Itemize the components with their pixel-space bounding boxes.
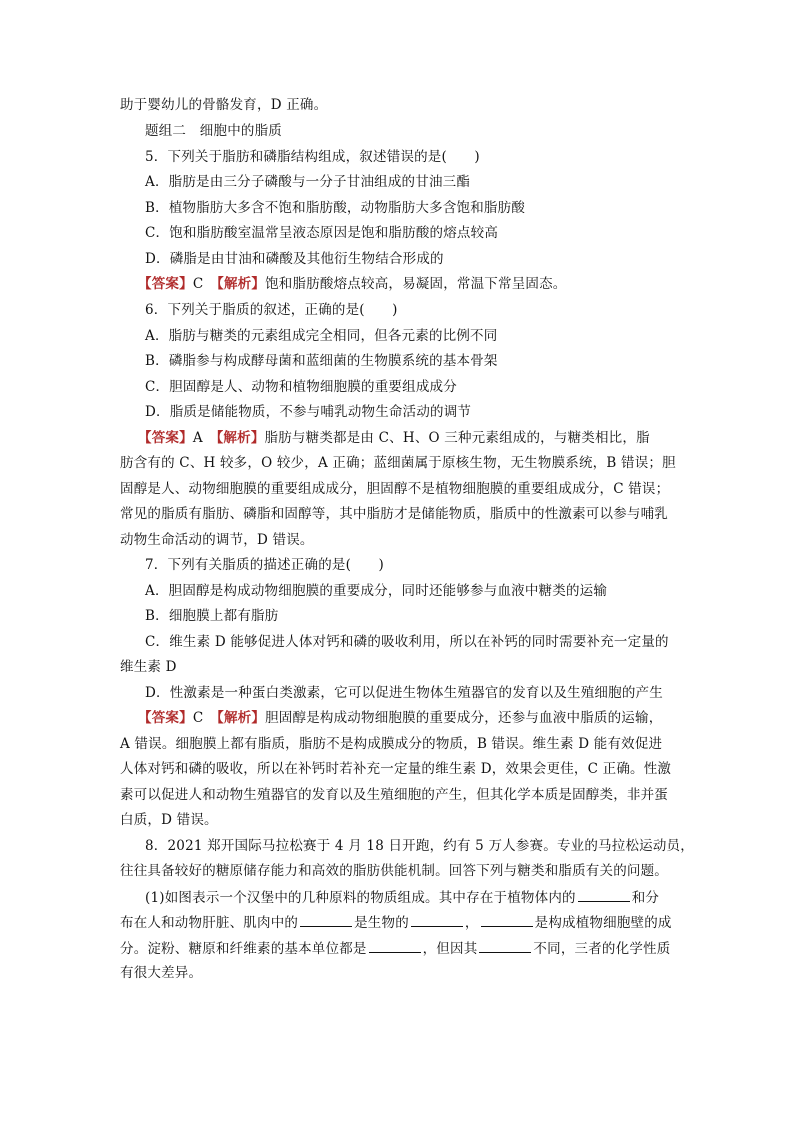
question-5-answer xyxy=(138,275,698,293)
text-line: 人体对钙和磷的吸收，所以在补钙时若补充一定量的维生素 D，效果会更佳，C 正确。性激 xyxy=(120,761,672,777)
text-line: A 错误。细胞膜上都有脂质，脂肪不是构成膜成分的物质，B 错误。维生素 D 能有效促进 xyxy=(120,736,663,752)
question-8-part-1 xyxy=(145,888,705,907)
question-6-option-b: B．磷脂参与构成酵母菌和蓝细菌的生物膜系统的基本骨架 xyxy=(145,353,498,369)
question-7-stem: 7．下列有关脂质的描述正确的是( ) xyxy=(145,557,384,573)
text-line: 固醇是人、动物细胞膜的重要组成成分，胆固醇不是植物细胞膜的重要组成成分，C 错误； xyxy=(120,481,670,497)
question-5-option-d: D．磷脂是由甘油和磷酸及其他衍生物结合形成的 xyxy=(145,251,444,267)
answer-tag: 【答案】 xyxy=(138,430,193,446)
explanation-tag: 【解析】 xyxy=(217,276,266,292)
section-heading: 题组二 细胞中的脂质 xyxy=(145,123,282,139)
answer-tag: 【答案】 xyxy=(138,710,193,726)
fill-in-blank[interactable] xyxy=(369,939,421,953)
question-7-option-d: D．性激素是一种蛋白类激素，它可以促进生物体生殖器官的发育以及生殖细胞的产生 xyxy=(145,685,663,701)
fill-in-blank[interactable] xyxy=(479,939,531,953)
question-7-answer xyxy=(138,709,698,727)
answer-value: A xyxy=(192,430,217,446)
question-6-option-d: D．脂质是储能物质，不参与哺乳动物生命活动的调节 xyxy=(145,404,472,420)
text-line: 维生素 D xyxy=(120,659,177,675)
question-5-option-b: B．植物脂肪大多含不饱和脂肪酸，动物脂肪大多含饱和脂肪酸 xyxy=(145,200,526,216)
text-line xyxy=(120,939,680,958)
question-8-stem: 8．2021 郑开国际马拉松赛于 4 月 18 日开跑，约有 5 万人参赛。专业的马拉松运动员， xyxy=(145,838,694,854)
fill-in-blank[interactable] xyxy=(300,913,352,927)
fill-in-blank[interactable] xyxy=(578,888,630,902)
text-segment: 是构成植物细胞壁的成 xyxy=(534,915,672,931)
text-segment: 分。淀粉、糖原和纤维素的基本单位都是 xyxy=(120,941,367,957)
text-segment: 不同，三者的化学性质 xyxy=(533,941,671,957)
question-6-option-a: A．脂肪与糖类的元素组成完全相同，但各元素的比例不同 xyxy=(145,328,498,344)
explanation-text: 饱和脂肪酸熔点较高，易凝固，常温下常呈固态。 xyxy=(265,276,567,292)
text-line: 素可以促进人和动物生殖器官的发育以及生殖细胞的产生，但其化学本质是固醇类，非并蛋 xyxy=(120,787,668,803)
text-line: 往往具备较好的糖原储存能力和高效的脂肪供能机制。回答下列与糖类和脂质有关的问题。 xyxy=(120,863,668,879)
text-line: 助于婴幼儿的骨骼发育，D 正确。 xyxy=(120,97,328,113)
text-segment: (1)如图表示一个汉堡中的几种原料的物质组成。其中存在于植物体内的 xyxy=(145,890,576,906)
question-6-stem: 6．下列关于脂质的叙述，正确的是( ) xyxy=(145,302,398,318)
explanation-tag: 【解析】 xyxy=(217,710,266,726)
fill-in-blank[interactable] xyxy=(411,913,463,927)
question-5-option-c: C．饱和脂肪酸室温常呈液态原因是饱和脂肪酸的熔点较高 xyxy=(145,225,499,241)
explanation-tag: 【解析】 xyxy=(216,430,265,446)
question-6-answer xyxy=(138,429,698,447)
question-6-option-c: C．胆固醇是人、动物和植物细胞膜的重要组成成分 xyxy=(145,379,457,395)
explanation-text: 胆固醇是构成动物细胞膜的重要成分，还参与血液中脂质的运输， xyxy=(265,710,663,726)
text-line: 动物生命活动的调节，D 错误。 xyxy=(120,532,314,548)
answer-value: C xyxy=(192,276,218,292)
question-5-option-a: A．脂肪是由三分子磷酸与一分子甘油组成的甘油三酯 xyxy=(145,174,471,190)
question-7-option-c: C．维生素 D 能够促进人体对钙和磷的吸收利用，所以在补钙的同时需要补充一定量的 xyxy=(145,634,669,650)
text-segment: 和分 xyxy=(631,890,660,906)
question-7-option-b: B．细胞膜上都有脂肪 xyxy=(145,608,279,624)
question-5-stem: 5．下列关于脂肪和磷脂结构组成，叙述错误的是( ) xyxy=(145,149,480,165)
text-segment: 布在人和动物肝脏、肌肉中的 xyxy=(120,915,299,931)
explanation-text: 脂肪与糖类都是由 C、H、O 三种元素组成的，与糖类相比，脂 xyxy=(264,430,650,446)
answer-tag: 【答案】 xyxy=(138,276,193,292)
text-segment: 是生物的 xyxy=(354,915,409,931)
text-line xyxy=(120,913,680,932)
text-line: 白质，D 错误。 xyxy=(120,812,218,828)
text-line: 常见的脂质有脂肪、磷脂和固醇等，其中脂肪才是储能物质，脂质中的性激素可以参与哺乳 xyxy=(120,506,668,522)
answer-value: C xyxy=(192,710,218,726)
text-segment: ， xyxy=(464,915,479,931)
fill-in-blank[interactable] xyxy=(481,913,533,927)
text-line: 有很大差异。 xyxy=(120,965,203,981)
text-line: 肪含有的 C、H 较多，O 较少，A 正确；蓝细菌属于原核生物，无生物膜系统，B 错误；胆 xyxy=(120,455,676,471)
text-segment: ，但因其 xyxy=(422,941,478,957)
question-7-option-a: A．胆固醇是构成动物细胞膜的重要成分，同时还能够参与血液中糖类的运输 xyxy=(145,583,608,599)
